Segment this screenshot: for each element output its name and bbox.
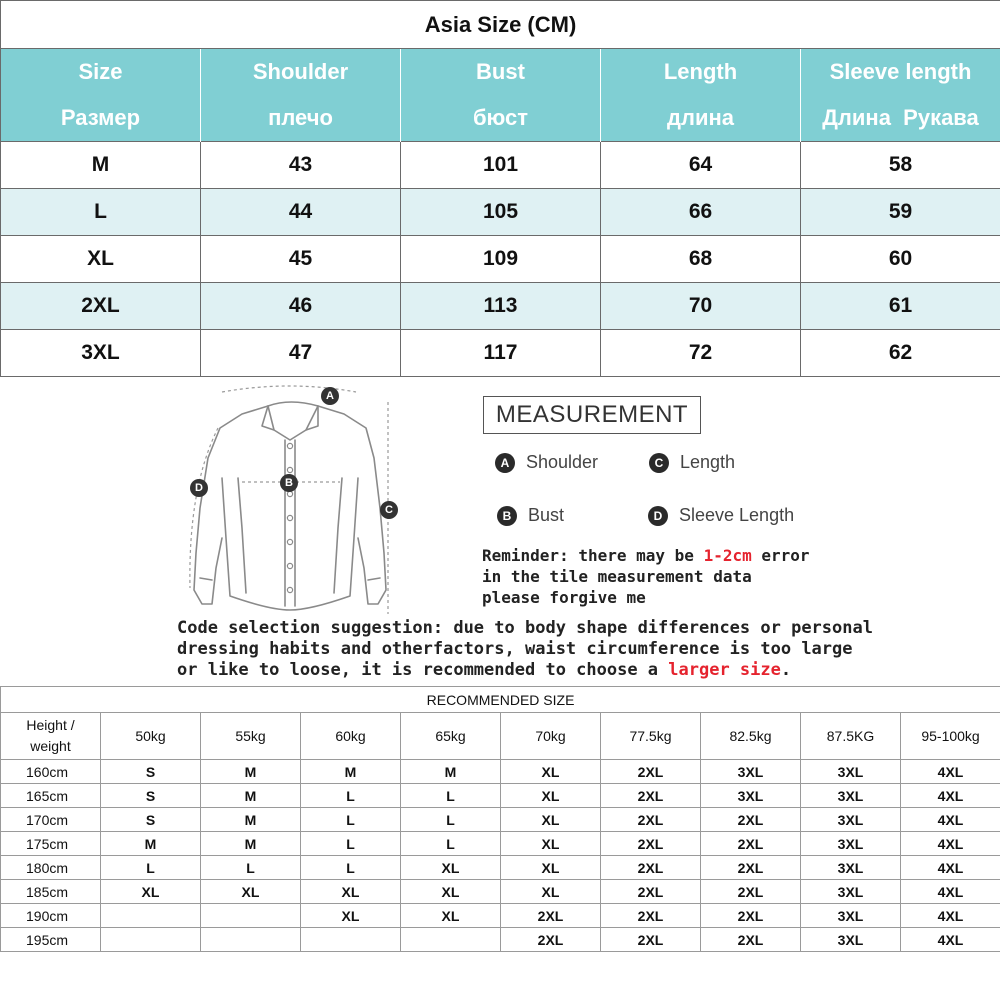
size-cell: 3XL <box>801 928 901 952</box>
shoulder-cell: 43 <box>201 142 401 189</box>
size-cell: 3XL <box>801 856 901 880</box>
sleeve-cell: 61 <box>801 283 1000 330</box>
reminder-text: Reminder: there may be <box>482 546 704 565</box>
height-cell: 185cm <box>1 880 101 904</box>
suggestion-line-1: Code selection suggestion: due to body shape differences or personal <box>177 618 873 638</box>
legend-dot-b: B <box>497 506 517 526</box>
header-length-en: Length <box>601 49 801 96</box>
size-cell <box>201 928 301 952</box>
bust-cell: 109 <box>401 236 601 283</box>
header-bust-en: Bust <box>401 49 601 96</box>
size-cell: M <box>201 784 301 808</box>
size-cell: XL <box>301 904 401 928</box>
header-size-en: Size <box>1 49 201 96</box>
reminder-error-range: 1-2cm <box>703 546 752 565</box>
corner-line-1: Height / <box>26 717 75 733</box>
size-cell: 3XL <box>801 808 901 832</box>
size-cell: M <box>201 808 301 832</box>
length-cell: 64 <box>601 142 801 189</box>
size-table-title: Asia Size (CM) <box>1 1 1000 49</box>
size-cell: 4XL <box>901 760 1000 784</box>
size-cell: XL <box>501 856 601 880</box>
marker-a: A <box>321 387 339 405</box>
header-sleeve-en: Sleeve length <box>801 49 1000 96</box>
sleeve-cell: 62 <box>801 330 1000 377</box>
length-cell: 68 <box>601 236 801 283</box>
legend-label: Bust <box>528 505 565 525</box>
size-cell: 4XL <box>901 856 1000 880</box>
size-cell <box>301 928 401 952</box>
shoulder-cell: 45 <box>201 236 401 283</box>
asia-size-table <box>0 0 1000 377</box>
height-cell: 195cm <box>1 928 101 952</box>
size-cell: L <box>301 784 401 808</box>
size-cell <box>201 904 301 928</box>
marker-b: B <box>280 474 298 492</box>
height-cell: 160cm <box>1 760 101 784</box>
size-cell: 2XL <box>601 808 701 832</box>
size-row <box>1 189 1000 236</box>
table-row <box>1 784 1000 808</box>
size-cell: 2XL <box>601 784 701 808</box>
bust-cell: 117 <box>401 330 601 377</box>
header-size-ru: Размер <box>1 95 201 142</box>
size-cell: 4XL <box>901 904 1000 928</box>
size-cell: 3XL <box>801 760 901 784</box>
weight-header: 50kg <box>101 713 201 760</box>
weight-header: 70kg <box>501 713 601 760</box>
legend-dot-c: C <box>649 453 669 473</box>
size-cell <box>101 928 201 952</box>
size-cell: 4XL <box>901 784 1000 808</box>
length-cell: 70 <box>601 283 801 330</box>
size-row <box>1 330 1000 377</box>
size-cell: 2XL <box>601 760 701 784</box>
legend-label: Sleeve Length <box>679 505 795 525</box>
size-cell: M <box>1 142 201 189</box>
reminder-line-3: please forgive me <box>482 588 646 607</box>
size-cell: M <box>101 832 201 856</box>
size-cell: S <box>101 784 201 808</box>
size-suggestion-note <box>177 618 997 681</box>
size-cell: 2XL <box>701 856 801 880</box>
size-cell: 2XL <box>701 904 801 928</box>
table-row <box>1 880 1000 904</box>
size-cell: 3XL <box>801 904 901 928</box>
shirt-outline-icon <box>150 378 420 623</box>
bust-cell: 101 <box>401 142 601 189</box>
recommended-title: RECOMMENDED SIZE <box>1 687 1000 713</box>
legend-bust <box>497 505 564 526</box>
size-cell: XL <box>1 236 201 283</box>
sleeve-cell: 60 <box>801 236 1000 283</box>
weight-header: 95-100kg <box>901 713 1000 760</box>
sleeve-cell: 59 <box>801 189 1000 236</box>
size-cell: 4XL <box>901 808 1000 832</box>
weight-header: 87.5KG <box>801 713 901 760</box>
corner-line-2: weight <box>30 738 71 754</box>
reminder-line-2: in the tile measurement data <box>482 567 752 586</box>
size-cell: M <box>201 760 301 784</box>
sleeve-cell: 58 <box>801 142 1000 189</box>
suggestion-text: . <box>780 660 792 680</box>
weight-header: 65kg <box>401 713 501 760</box>
size-cell <box>101 904 201 928</box>
size-cell: S <box>101 760 201 784</box>
height-cell: 180cm <box>1 856 101 880</box>
shoulder-cell: 46 <box>201 283 401 330</box>
suggestion-text: or like to loose, it is recommended to choose a <box>177 660 669 680</box>
height-cell: 175cm <box>1 832 101 856</box>
size-cell: 3XL <box>1 330 201 377</box>
measurement-title: MEASUREMENT <box>483 396 701 434</box>
size-cell: 4XL <box>901 928 1000 952</box>
size-cell: 2XL <box>601 904 701 928</box>
size-cell: XL <box>501 760 601 784</box>
size-cell: L <box>401 784 501 808</box>
marker-d: D <box>190 479 208 497</box>
size-row <box>1 236 1000 283</box>
size-cell: L <box>301 856 401 880</box>
size-cell: 2XL <box>701 880 801 904</box>
size-cell: L <box>101 856 201 880</box>
size-cell: XL <box>401 904 501 928</box>
size-cell: 2XL <box>1 283 201 330</box>
suggestion-highlight: larger size <box>668 660 781 680</box>
length-cell: 72 <box>601 330 801 377</box>
height-cell: 165cm <box>1 784 101 808</box>
header-length-ru: длина <box>601 95 801 142</box>
size-cell: L <box>1 189 201 236</box>
size-cell: 2XL <box>701 928 801 952</box>
size-row <box>1 142 1000 189</box>
size-cell: XL <box>501 784 601 808</box>
recommended-size-table <box>0 686 1000 952</box>
shoulder-cell: 44 <box>201 189 401 236</box>
legend-dot-a: A <box>495 453 515 473</box>
size-cell: XL <box>201 880 301 904</box>
table-row <box>1 808 1000 832</box>
size-cell: 2XL <box>501 928 601 952</box>
size-cell: XL <box>301 880 401 904</box>
size-cell: 3XL <box>801 832 901 856</box>
size-cell: L <box>301 832 401 856</box>
bust-cell: 105 <box>401 189 601 236</box>
weight-header: 82.5kg <box>701 713 801 760</box>
reminder-line-1 <box>482 545 982 566</box>
bust-cell: 113 <box>401 283 601 330</box>
size-cell: 2XL <box>601 832 701 856</box>
size-cell: M <box>201 832 301 856</box>
header-bust-ru: бюст <box>401 95 601 142</box>
size-cell: XL <box>501 808 601 832</box>
reminder-text: error <box>751 546 810 565</box>
size-cell: L <box>401 808 501 832</box>
size-cell: 2XL <box>601 928 701 952</box>
header-sleeve-ru: Длина Рукава <box>801 95 1000 142</box>
size-cell: M <box>301 760 401 784</box>
marker-c: C <box>380 501 398 519</box>
weight-header: 60kg <box>301 713 401 760</box>
suggestion-line-3 <box>177 660 997 681</box>
table-row <box>1 832 1000 856</box>
size-cell: 2XL <box>701 832 801 856</box>
table-row <box>1 760 1000 784</box>
header-shoulder-ru: плечо <box>201 95 401 142</box>
size-cell: M <box>401 760 501 784</box>
legend-dot-d: D <box>648 506 668 526</box>
weight-header: 77.5kg <box>601 713 701 760</box>
legend-label: Length <box>680 452 736 472</box>
height-cell: 170cm <box>1 808 101 832</box>
size-cell: S <box>101 808 201 832</box>
reminder-note <box>482 545 982 608</box>
size-cell: L <box>401 832 501 856</box>
legend-label: Shoulder <box>526 452 599 472</box>
table-row <box>1 856 1000 880</box>
size-cell: 2XL <box>701 808 801 832</box>
size-cell <box>401 928 501 952</box>
recommended-rows <box>1 760 1000 952</box>
size-cell: 3XL <box>701 784 801 808</box>
legend-shoulder <box>495 452 598 473</box>
size-cell: 2XL <box>501 904 601 928</box>
size-cell: XL <box>501 832 601 856</box>
size-cell: 2XL <box>601 880 701 904</box>
size-cell: 3XL <box>801 880 901 904</box>
length-cell: 66 <box>601 189 801 236</box>
size-cell: 3XL <box>701 760 801 784</box>
shirt-measurement-diagram <box>150 378 420 623</box>
size-cell: XL <box>501 880 601 904</box>
size-cell: 4XL <box>901 880 1000 904</box>
size-cell: L <box>301 808 401 832</box>
legend-sleeve-length <box>648 505 794 526</box>
table-row <box>1 928 1000 952</box>
size-cell: 4XL <box>901 832 1000 856</box>
size-cell: 3XL <box>801 784 901 808</box>
size-cell: L <box>201 856 301 880</box>
size-row <box>1 283 1000 330</box>
shoulder-cell: 47 <box>201 330 401 377</box>
weight-header: 55kg <box>201 713 301 760</box>
size-cell: 2XL <box>601 856 701 880</box>
height-cell: 190cm <box>1 904 101 928</box>
header-shoulder-en: Shoulder <box>201 49 401 96</box>
height-weight-corner <box>1 713 101 760</box>
legend-length <box>649 452 735 473</box>
size-cell: XL <box>101 880 201 904</box>
suggestion-line-2: dressing habits and otherfactors, waist circumference is too large <box>177 639 853 659</box>
size-cell: XL <box>401 880 501 904</box>
table-row <box>1 904 1000 928</box>
size-cell: XL <box>401 856 501 880</box>
